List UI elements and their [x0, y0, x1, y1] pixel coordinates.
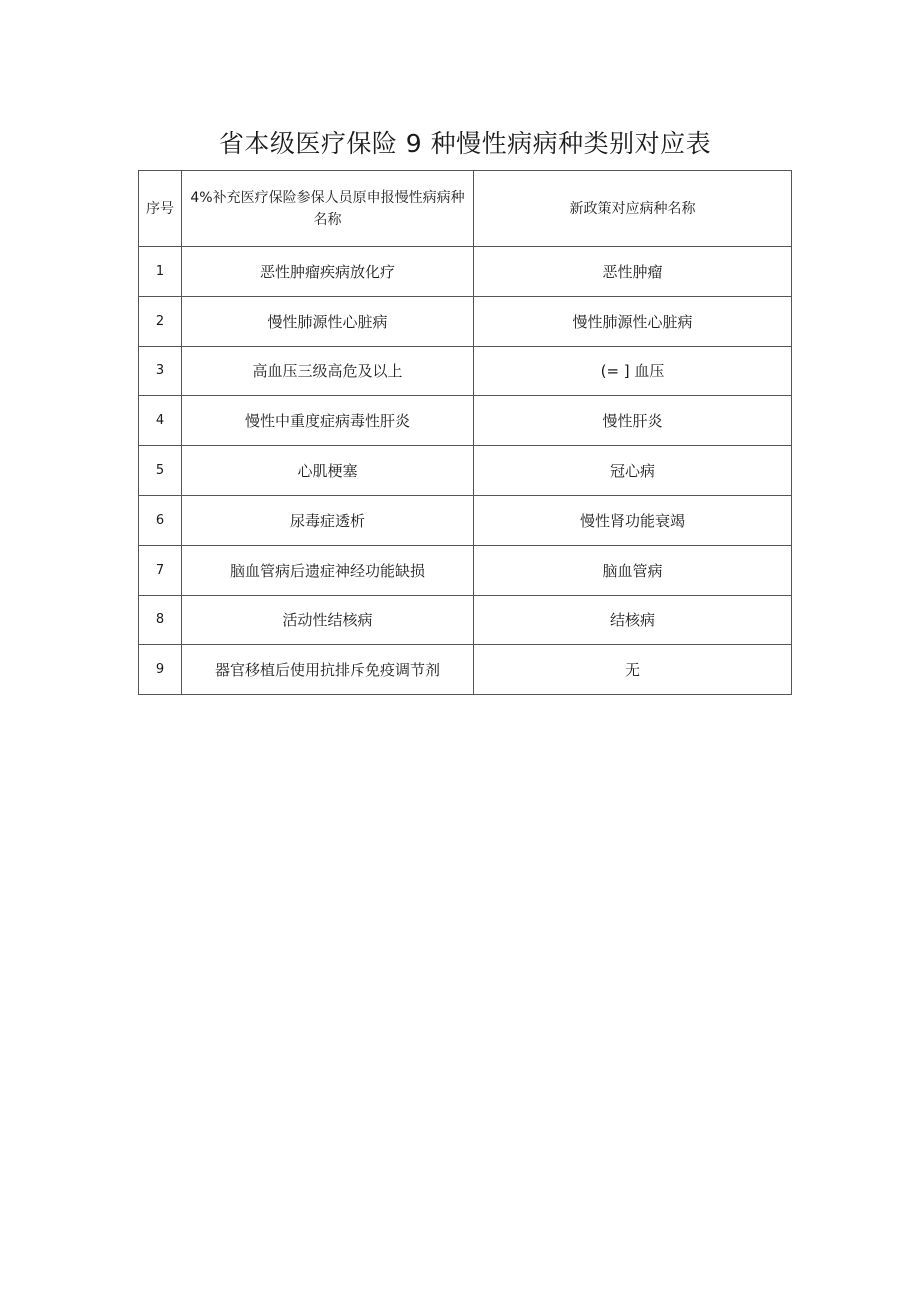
row-serial-number: 6	[139, 495, 182, 545]
row-new-disease: 慢性肝炎	[474, 396, 792, 446]
row-serial-number: 2	[139, 296, 182, 346]
row-original-disease: 脑血管病后遗症神经功能缺损	[182, 545, 474, 595]
header-new-policy-disease-name: 新政策对应病种名称	[474, 171, 792, 247]
table-row	[139, 296, 792, 346]
row-new-disease: 结核病	[474, 595, 792, 645]
table-row	[139, 495, 792, 545]
row-serial-number: 4	[139, 396, 182, 446]
table-row	[139, 247, 792, 297]
table-row	[139, 595, 792, 645]
row-serial-number: 7	[139, 545, 182, 595]
row-original-disease: 慢性肺源性心脏病	[182, 296, 474, 346]
disease-mapping-table	[138, 170, 792, 695]
table-row	[139, 396, 792, 446]
row-new-disease: 恶性肿瘤	[474, 247, 792, 297]
row-original-disease: 慢性中重度症病毒性肝炎	[182, 396, 474, 446]
row-new-disease: 慢性肺源性心脏病	[474, 296, 792, 346]
row-original-disease: 恶性肿瘤疾病放化疗	[182, 247, 474, 297]
row-serial-number: 8	[139, 595, 182, 645]
row-original-disease: 尿毒症透析	[182, 495, 474, 545]
table-row	[139, 346, 792, 396]
row-serial-number: 3	[139, 346, 182, 396]
row-original-disease: 心肌梗塞	[182, 446, 474, 496]
row-original-disease: 器官移植后使用抗排斥免疫调节剂	[182, 645, 474, 695]
row-new-disease: 冠心病	[474, 446, 792, 496]
row-original-disease: 高血压三级高危及以上	[182, 346, 474, 396]
header-original-disease-name: 4%补充医疗保险参保人员原申报慢性病病种名称	[182, 171, 474, 247]
table-row	[139, 446, 792, 496]
row-new-disease: 脑血管病	[474, 545, 792, 595]
page-title: 省本级医疗保险 9 种慢性病病种类别对应表	[218, 129, 712, 158]
row-original-disease: 活动性结核病	[182, 595, 474, 645]
table-header-row	[139, 171, 792, 247]
row-new-disease: 无	[474, 645, 792, 695]
row-serial-number: 1	[139, 247, 182, 297]
table-row	[139, 545, 792, 595]
header-serial-number: 序号	[139, 171, 182, 247]
table-row	[139, 645, 792, 695]
row-new-disease: (= ] 血压	[474, 346, 792, 396]
row-new-disease: 慢性肾功能衰竭	[474, 495, 792, 545]
row-serial-number: 9	[139, 645, 182, 695]
row-serial-number: 5	[139, 446, 182, 496]
